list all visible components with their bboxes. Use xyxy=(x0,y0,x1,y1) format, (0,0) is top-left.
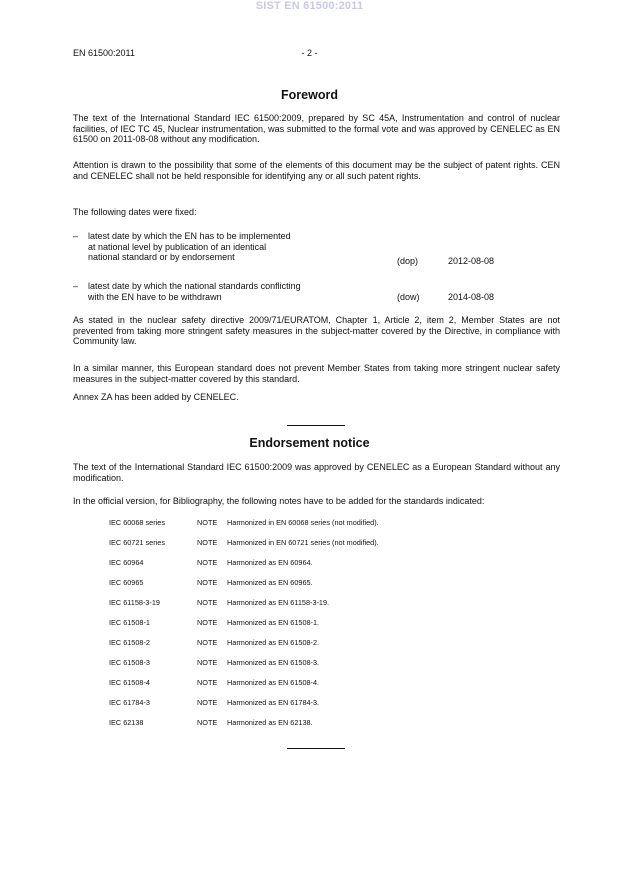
note-row xyxy=(109,638,529,658)
date-item-line: with the EN have to be withdrawn xyxy=(88,291,222,302)
note-standard: IEC 60068 series xyxy=(109,518,165,527)
note-row xyxy=(109,618,529,638)
date-item-line: latest date by which the national standards conflicting xyxy=(88,281,301,291)
date-item-dash: – xyxy=(73,281,79,291)
note-label: NOTE xyxy=(197,578,218,587)
note-label: NOTE xyxy=(197,718,218,727)
watermark: SIST EN 61500:2011 xyxy=(255,0,364,12)
note-text: Harmonized as EN 61508-1. xyxy=(227,618,320,627)
endorsement-paragraph-2: In the official version, for Bibliography, the following notes have to be added for the standards indicated: xyxy=(73,496,485,506)
date-item-date: 2012-08-08 xyxy=(448,256,495,266)
foreword-title: Foreword xyxy=(281,88,338,102)
note-text: Harmonized as EN 61508-4. xyxy=(227,678,320,687)
note-standard: IEC 61784-3 xyxy=(109,698,150,707)
note-row xyxy=(109,718,529,738)
foreword-paragraph-1: The text of the International Standard IEC 61500:2009, prepared by SC 45A, Instrumentation and control of nuclear facilities, of IEC TC 45, Nuclear instrumentation, was submitted to the formal vote and was approved by CENELEC as EN 61500 on 2011-08-08 without any modification. xyxy=(73,113,560,145)
date-item-code: (dop) xyxy=(397,256,419,266)
note-row xyxy=(109,598,529,618)
note-standard: IEC 61158-3-19 xyxy=(109,598,160,607)
note-label: NOTE xyxy=(197,598,218,607)
date-item-text xyxy=(88,281,301,302)
note-label: NOTE xyxy=(197,678,218,687)
note-text: Harmonized as EN 61784-3. xyxy=(227,698,320,707)
header-page-number: - 2 - xyxy=(301,48,318,58)
date-item-date: 2014-08-08 xyxy=(448,292,495,302)
foreword-paragraph-4: As stated in the nuclear safety directive 2009/71/EURATOM, Chapter 1, Article 2, item 2, Member States are not prevented from taking more stringent safety measures in the subject-matter covered by the Directive, in compliance with Community law. xyxy=(73,315,560,347)
date-item-code: (dow) xyxy=(397,292,420,302)
note-text: Harmonized in EN 60721 series (not modified). xyxy=(227,538,379,547)
note-standard: IEC 61508-1 xyxy=(109,618,150,627)
foreword-paragraph-5: In a similar manner, this European standard does not prevent Member States from taking more stringent nuclear safety measures in the subject-matter covered by this standard. xyxy=(73,363,560,384)
date-item-text xyxy=(88,231,291,263)
note-text: Harmonized as EN 60964. xyxy=(227,558,313,567)
note-row xyxy=(109,658,529,678)
note-standard: IEC 60721 series xyxy=(109,538,165,547)
endorsement-paragraph-1: The text of the International Standard IEC 61500:2009 was approved by CENELEC as a European Standard without any modification. xyxy=(73,462,560,483)
note-text: Harmonized in EN 60068 series (not modified). xyxy=(227,518,379,527)
note-text: Harmonized as EN 61508-3. xyxy=(227,658,320,667)
note-row xyxy=(109,538,529,558)
note-label: NOTE xyxy=(197,518,218,527)
date-item-line: latest date by which the EN has to be implemented xyxy=(88,231,291,241)
note-standard: IEC 62138 xyxy=(109,718,144,727)
date-item-line: at national level by publication of an identical xyxy=(88,241,267,252)
note-label: NOTE xyxy=(197,698,218,707)
note-label: NOTE xyxy=(197,658,218,667)
note-row xyxy=(109,698,529,718)
foreword-paragraph-3: The following dates were fixed: xyxy=(73,207,197,217)
section-divider xyxy=(287,425,345,426)
note-label: NOTE xyxy=(197,538,218,547)
note-text: Harmonized as EN 61508-2. xyxy=(227,638,320,647)
note-text: Harmonized as EN 62138. xyxy=(227,718,313,727)
note-standard: IEC 61508-4 xyxy=(109,678,150,687)
date-item-line: national standard or by endorsement xyxy=(88,252,235,263)
foreword-paragraph-2: Attention is drawn to the possibility that some of the elements of this document may be the subject of patent rights. CEN and CENELEC shall not be held responsible for identifying any or all such patent rights. xyxy=(73,160,560,181)
foreword-paragraph-6: Annex ZA has been added by CENELEC. xyxy=(73,392,239,402)
note-standard: IEC 60964 xyxy=(109,558,144,567)
note-standard: IEC 61508-3 xyxy=(109,658,150,667)
note-row xyxy=(109,518,529,538)
date-item-dash: – xyxy=(73,231,79,241)
note-label: NOTE xyxy=(197,558,218,567)
note-row xyxy=(109,678,529,698)
header-doc-id: EN 61500:2011 xyxy=(73,48,135,58)
notes-list xyxy=(109,518,529,738)
note-text: Harmonized as EN 60965. xyxy=(227,578,313,587)
note-standard: IEC 61508-2 xyxy=(109,638,150,647)
note-row xyxy=(109,578,529,598)
endorsement-title: Endorsement notice xyxy=(249,436,370,450)
note-label: NOTE xyxy=(197,638,218,647)
note-text: Harmonized as EN 61158-3-19. xyxy=(227,598,330,607)
section-divider xyxy=(287,748,345,749)
note-row xyxy=(109,558,529,578)
note-label: NOTE xyxy=(197,618,218,627)
note-standard: IEC 60965 xyxy=(109,578,144,587)
